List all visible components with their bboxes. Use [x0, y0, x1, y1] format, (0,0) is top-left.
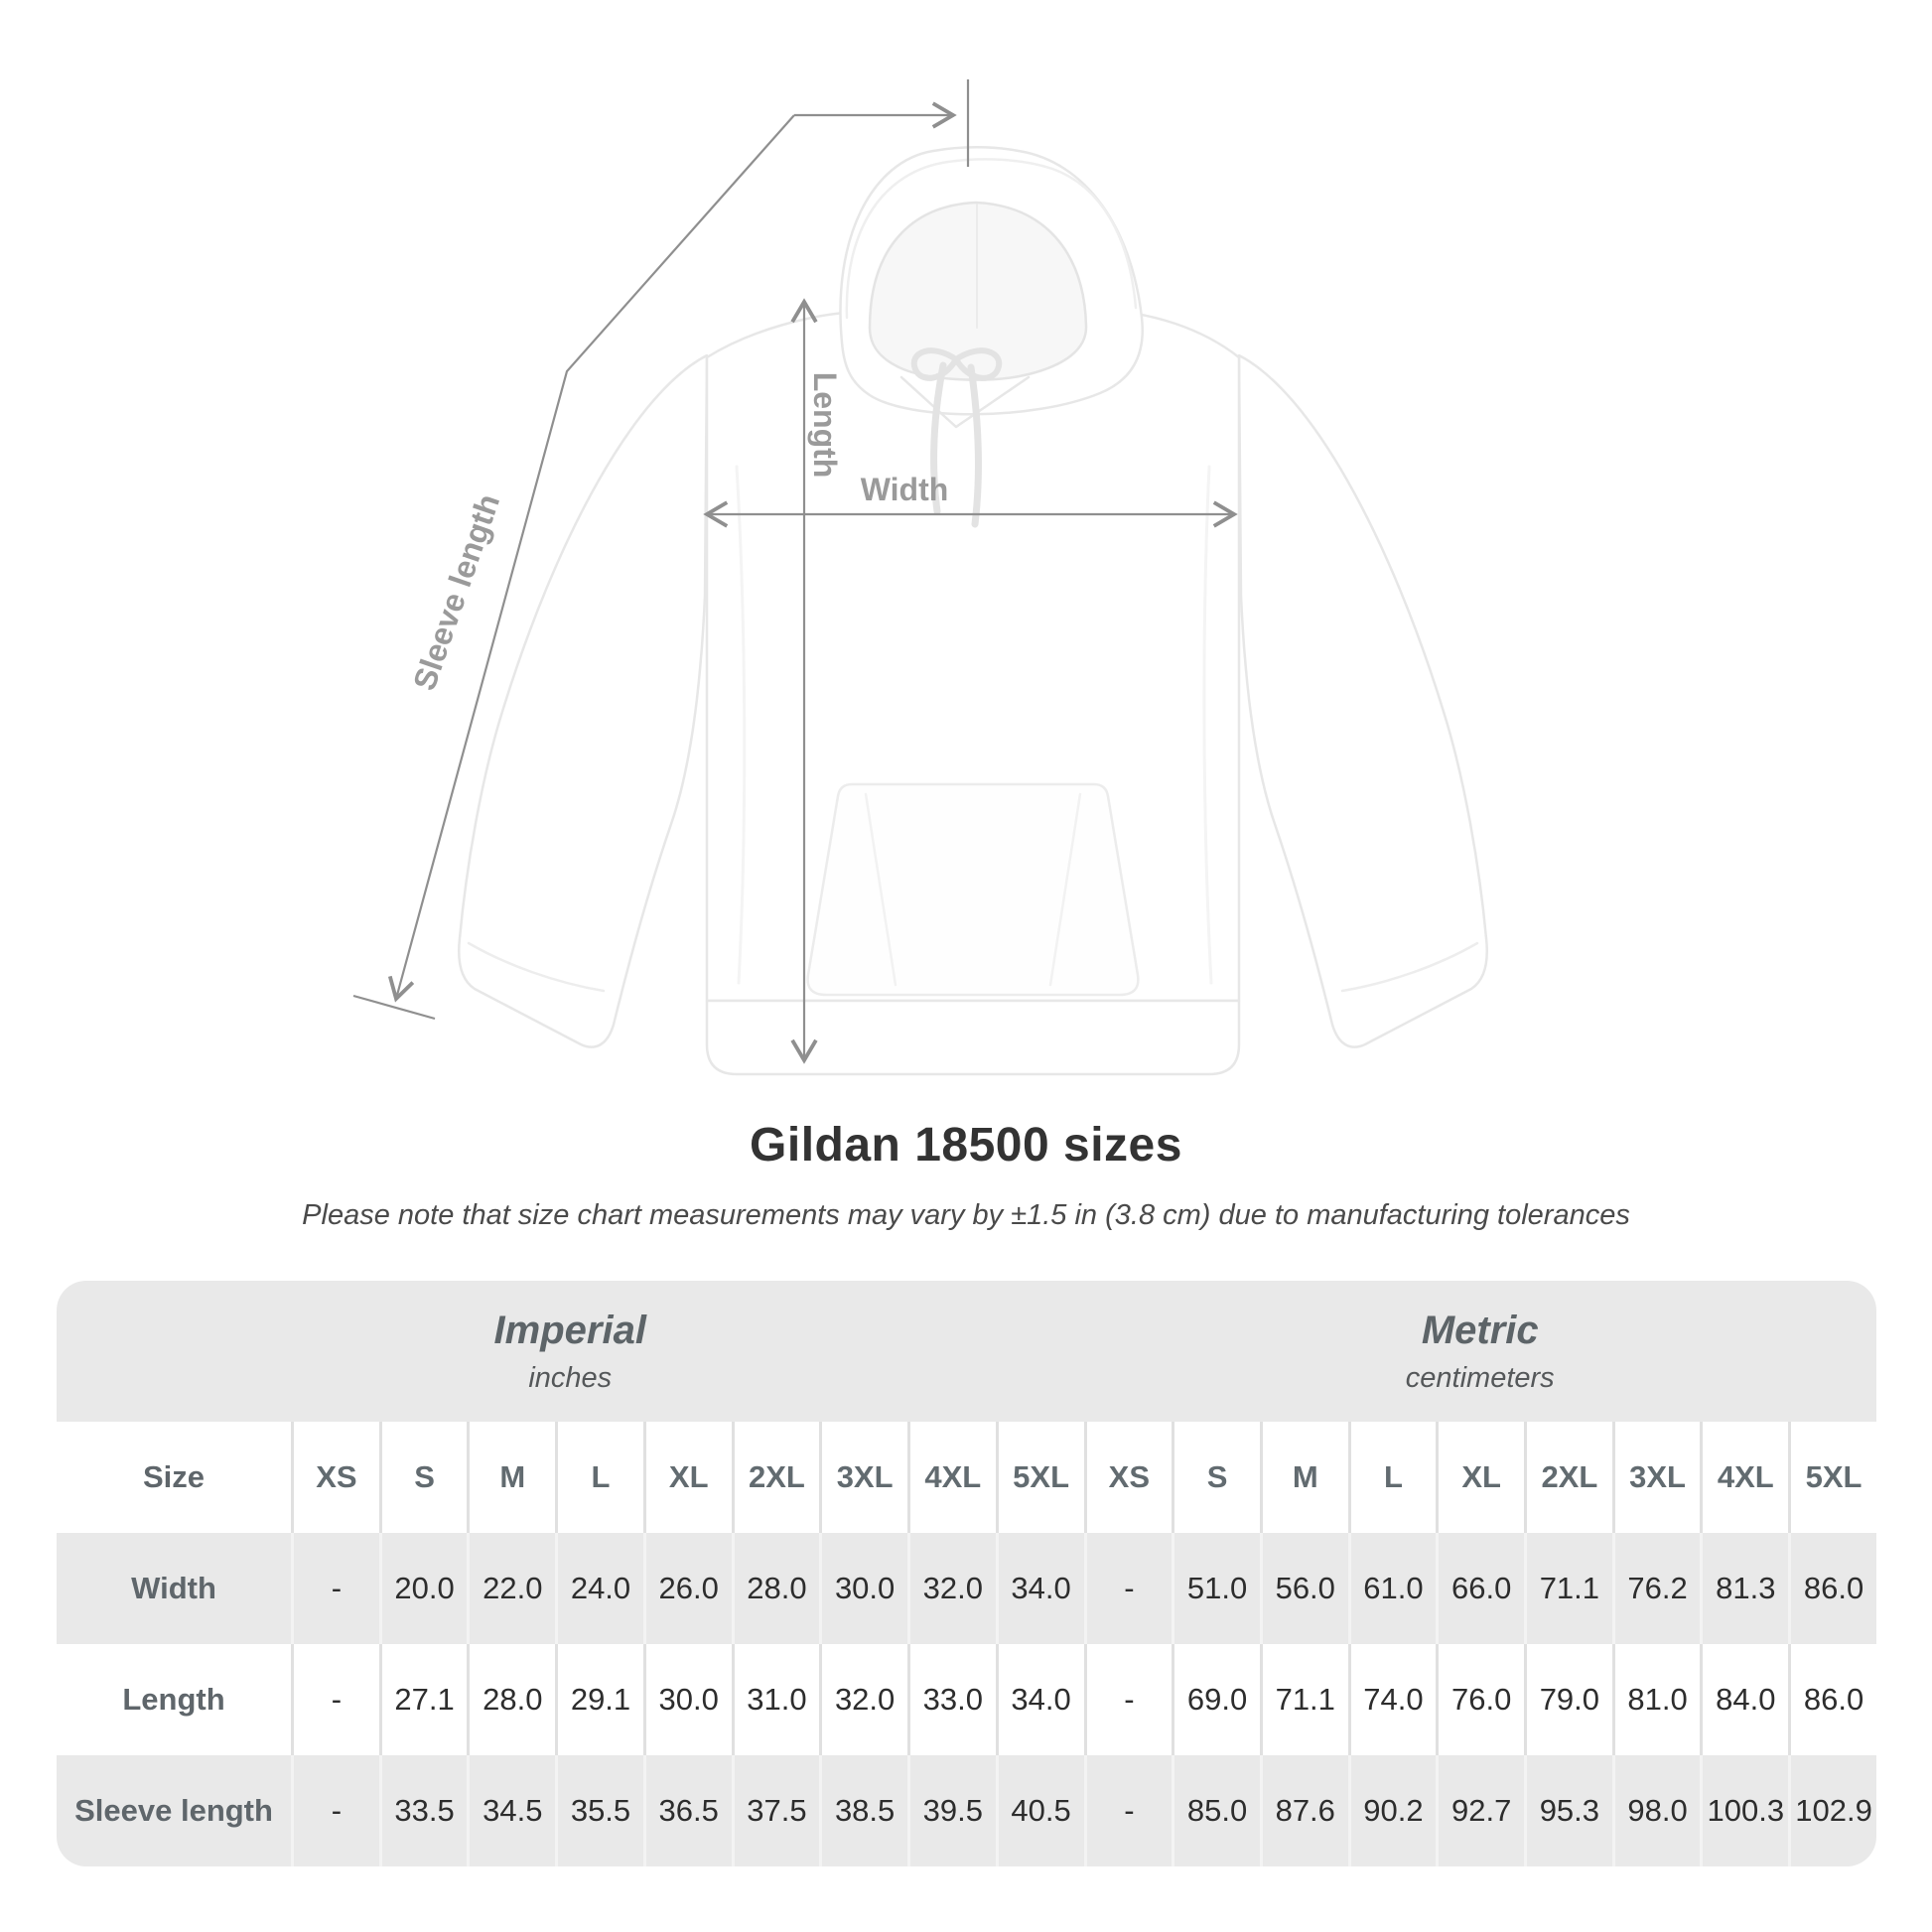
kangaroo-pocket: [808, 784, 1139, 995]
size-chart-table: [57, 1281, 1876, 1866]
value-cell: 30.0: [643, 1644, 732, 1755]
size-cell: M: [1260, 1422, 1348, 1533]
imperial-unit-label: inches: [528, 1361, 613, 1394]
value-cell: 100.3: [1700, 1755, 1788, 1866]
value-cell: -: [291, 1533, 379, 1644]
metric-label: Metric: [1421, 1308, 1539, 1352]
size-cell: 5XL: [996, 1422, 1084, 1533]
size-cell: L: [1348, 1422, 1437, 1533]
metric-unit-label: centimeters: [1405, 1361, 1555, 1394]
size-cell: 5XL: [1788, 1422, 1876, 1533]
value-cell: 74.0: [1348, 1644, 1437, 1755]
value-cell: 33.0: [907, 1644, 996, 1755]
value-cell: 29.1: [555, 1644, 643, 1755]
value-cell: 28.0: [467, 1644, 555, 1755]
unit-header-row: [57, 1281, 1876, 1422]
value-cell: 20.0: [379, 1533, 468, 1644]
value-cell: 85.0: [1172, 1755, 1260, 1866]
length-label: Length: [807, 371, 843, 479]
page-subtitle: Please note that size chart measurements may vary by ±1.5 in (3.8 cm) due to manufacturing tolerances: [302, 1199, 1630, 1231]
value-cell: 32.0: [819, 1644, 907, 1755]
size-cell: XL: [1436, 1422, 1524, 1533]
value-cell: 34.5: [467, 1755, 555, 1866]
row-label: Sleeve length: [57, 1755, 291, 1866]
value-cell: 27.1: [379, 1644, 468, 1755]
value-cell: 26.0: [643, 1533, 732, 1644]
value-cell: -: [1084, 1533, 1173, 1644]
size-cell: XS: [291, 1422, 379, 1533]
value-cell: 86.0: [1788, 1644, 1876, 1755]
size-cell: XL: [643, 1422, 732, 1533]
value-cell: 37.5: [732, 1755, 820, 1866]
metric-header: [1084, 1281, 1877, 1422]
value-cell: 86.0: [1788, 1533, 1876, 1644]
value-cell: 36.5: [643, 1755, 732, 1866]
value-cell: 81.0: [1612, 1644, 1701, 1755]
value-cell: 90.2: [1348, 1755, 1437, 1866]
value-cell: -: [1084, 1755, 1173, 1866]
row-label: Width: [57, 1533, 291, 1644]
value-cell: 39.5: [907, 1755, 996, 1866]
sleeve-end-tick: [353, 996, 435, 1019]
imperial-label: Imperial: [493, 1308, 646, 1352]
value-cell: 76.0: [1436, 1644, 1524, 1755]
sleeve-length-row: [57, 1755, 1876, 1866]
value-cell: 51.0: [1172, 1533, 1260, 1644]
value-cell: 40.5: [996, 1755, 1084, 1866]
value-cell: 24.0: [555, 1533, 643, 1644]
imperial-header: [57, 1281, 1084, 1422]
value-cell: 69.0: [1172, 1644, 1260, 1755]
width-label: Width: [860, 472, 949, 507]
size-cell: 2XL: [1524, 1422, 1612, 1533]
value-cell: 95.3: [1524, 1755, 1612, 1866]
value-cell: 34.0: [996, 1533, 1084, 1644]
size-cell: L: [555, 1422, 643, 1533]
size-column-header: Size: [57, 1422, 291, 1533]
value-cell: 76.2: [1612, 1533, 1701, 1644]
size-cell: M: [467, 1422, 555, 1533]
value-cell: -: [291, 1644, 379, 1755]
sleeve-length-label: Sleeve length: [405, 489, 507, 695]
size-cell: S: [379, 1422, 468, 1533]
length-row: [57, 1644, 1876, 1755]
size-chart: [57, 1281, 1876, 1866]
value-cell: 66.0: [1436, 1533, 1524, 1644]
value-cell: 79.0: [1524, 1644, 1612, 1755]
size-cell: 3XL: [819, 1422, 907, 1533]
width-row: [57, 1533, 1876, 1644]
row-label: Length: [57, 1644, 291, 1755]
hoodie-illustration: [459, 147, 1487, 1074]
value-cell: 81.3: [1700, 1533, 1788, 1644]
value-cell: 98.0: [1612, 1755, 1701, 1866]
hoodie-hem-band: [707, 1001, 1239, 1074]
value-cell: 22.0: [467, 1533, 555, 1644]
size-cell: S: [1172, 1422, 1260, 1533]
value-cell: 84.0: [1700, 1644, 1788, 1755]
hoodie-right-sleeve: [1239, 355, 1487, 1047]
value-cell: 102.9: [1788, 1755, 1876, 1866]
value-cell: -: [1084, 1644, 1173, 1755]
value-cell: 30.0: [819, 1533, 907, 1644]
value-cell: 33.5: [379, 1755, 468, 1866]
value-cell: 61.0: [1348, 1533, 1437, 1644]
value-cell: 35.5: [555, 1755, 643, 1866]
size-header-row: [57, 1422, 1876, 1533]
hoodie-left-sleeve: [459, 355, 707, 1047]
value-cell: 56.0: [1260, 1533, 1348, 1644]
size-cell: 2XL: [732, 1422, 820, 1533]
value-cell: 87.6: [1260, 1755, 1348, 1866]
value-cell: 32.0: [907, 1533, 996, 1644]
value-cell: -: [291, 1755, 379, 1866]
size-cell: 4XL: [1700, 1422, 1788, 1533]
value-cell: 38.5: [819, 1755, 907, 1866]
size-cell: 3XL: [1612, 1422, 1701, 1533]
value-cell: 92.7: [1436, 1755, 1524, 1866]
value-cell: 28.0: [732, 1533, 820, 1644]
value-cell: 31.0: [732, 1644, 820, 1755]
page-title: Gildan 18500 sizes: [750, 1119, 1182, 1172]
size-cell: 4XL: [907, 1422, 996, 1533]
size-cell: XS: [1084, 1422, 1173, 1533]
value-cell: 71.1: [1524, 1533, 1612, 1644]
value-cell: 71.1: [1260, 1644, 1348, 1755]
value-cell: 34.0: [996, 1644, 1084, 1755]
